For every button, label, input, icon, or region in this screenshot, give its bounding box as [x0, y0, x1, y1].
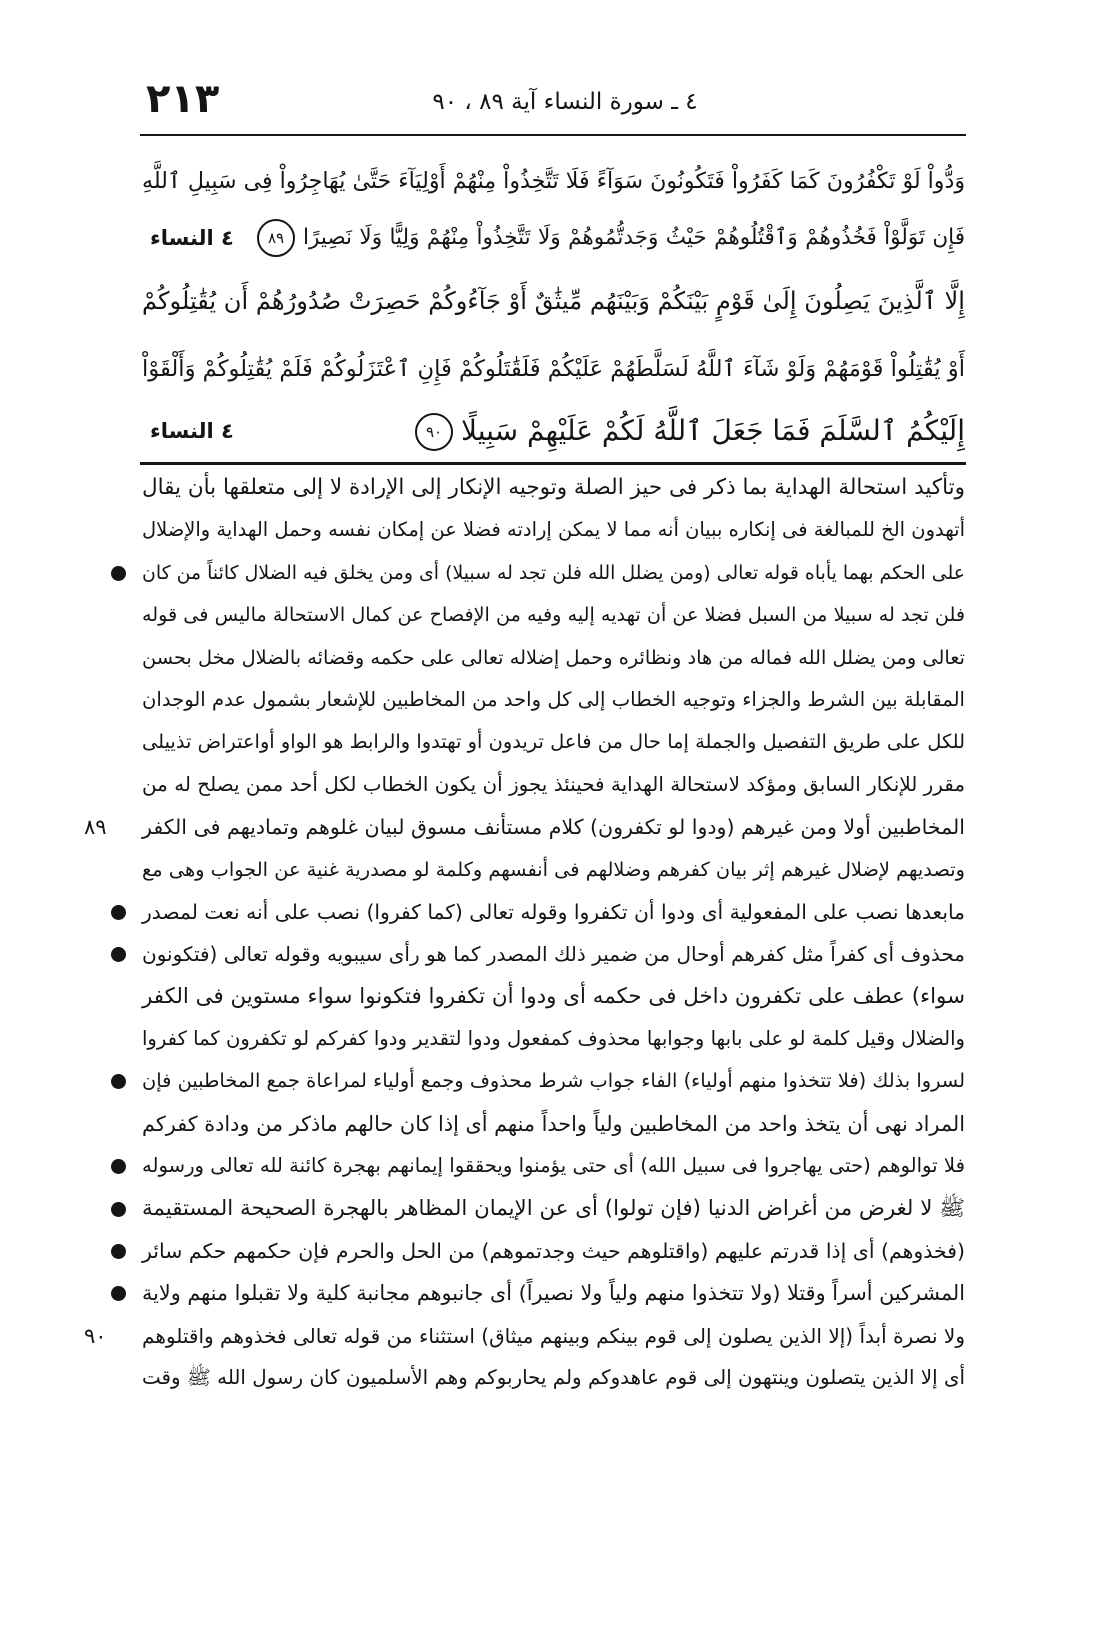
commentary-line-inner: [142, 858, 965, 881]
commentary-text: أتهدون الخ للمبالغة فى إنكاره ببيان أنه مما لا يمكن إرادته فضلا عن إمكان نفسه وحمل الهداية والإضلال: [142, 518, 965, 542]
quran-line-1: [140, 150, 965, 212]
commentary-line: [140, 933, 965, 975]
commentary-line-inner: [142, 773, 965, 796]
commentary-line-inner: [142, 646, 965, 669]
commentary-text: المقابلة بين الشرط والجزاء وتوجيه الخطاب إلى كل واحد من المخاطبين للإشعار بشمول عدم الوجدان: [142, 687, 965, 711]
bullet-marker: [111, 905, 126, 920]
commentary-line: [140, 594, 965, 636]
commentary-line-inner: [142, 688, 965, 711]
commentary-text: فلن تجد له سبيلا من السبل فضلا عن أن تهديه إليه وفيه من الإفصاح عن كمال الاستحالة ماليس فى قوله: [142, 603, 965, 627]
commentary-row: [0, 594, 1120, 636]
commentary-line-inner: [142, 603, 965, 626]
quran-line-inner: [415, 414, 965, 447]
commentary-line: [140, 1145, 965, 1187]
commentary-line-inner: [142, 1154, 965, 1177]
commentary-line: [140, 1188, 965, 1230]
commentary-row: [0, 806, 1120, 848]
quran-line-5: [255, 400, 965, 462]
commentary-text: مقرر للإنكار السابق ومؤكد لاستحالة الهداية فحينئذ يجوز أن يكون الخطاب لكل أحد ممن يصلح له من: [142, 772, 965, 796]
commentary-line-inner: [142, 984, 965, 1009]
commentary-row: [0, 1060, 1120, 1102]
commentary-line: [140, 467, 965, 509]
commentary-line: [140, 891, 965, 933]
surah-reference-label: ٤ النساء: [150, 419, 234, 443]
commentary-row: [0, 679, 1120, 721]
quran-verse-text: أَوْ يُقَٰتِلُواْ قَوْمَهُمْ وَلَوْ شَآءَ ٱللَّهُ لَسَلَّطَهُمْ عَلَيْكُمْ فَلَقَٰتَلُوكُمْ فَإِنِ ٱعْتَزَلُوكُمْ فَلَمْ يُقَٰتِلُوكُمْ وَأَلْقَوْاْ: [142, 356, 965, 382]
commentary-text: محذوف أى كفراً مثل كفرهم أوحال من ضمير ذلك المصدر كما هو رأى سيبويه وقوله تعالى (فتكونون: [142, 942, 965, 967]
commentary-text: وتأكيد استحالة الهداية بما ذكر فى حيز الصلة وتوجيه الإنكار إلى الإرادة لا إلى متعلقها بأن يقال: [142, 475, 965, 500]
commentary-text: فلا توالوهم (حتى يهاجروا فى سبيل الله) أى حتى يؤمنوا ويحققوا إيمانهم بهجرة كائنة لله تعالى ورسوله: [142, 1154, 965, 1178]
commentary-text: ﷺ لا لغرض من أغراض الدنيا (فإن تولوا) أى عن الإيمان المظاهر بالهجرة الصحيحة المستقيمة: [142, 1195, 965, 1221]
commentary-text: أى إلا الذين يتصلون وينتهون إلى قوم عاهدوكم ولم يحاربوكم وهم الأسلميون كان رسول الله ﷺ وقت: [142, 1366, 965, 1390]
commentary-line-inner: [142, 562, 965, 584]
quran-line-inner: [142, 356, 965, 382]
running-title: ٤ ـ سورة النساء آية ٨٩ ، ٩٠: [432, 89, 698, 115]
commentary-row: [0, 509, 1120, 551]
commentary-text: للكل على طريق التفصيل والجملة إما حال من فاعل تريدون أو تهتدوا والرابط هو الواو أواعتراض تذييلى: [142, 730, 965, 754]
commentary-line-inner: [142, 1324, 965, 1348]
commentary-line: [140, 1103, 965, 1145]
commentary-line-inner: [142, 1112, 965, 1136]
commentary-row: [0, 1103, 1120, 1145]
commentary-row: [0, 764, 1120, 806]
commentary-line: [140, 509, 965, 551]
commentary-line: [140, 552, 965, 594]
bullet-marker: [111, 1202, 126, 1217]
commentary-line: [140, 1230, 965, 1272]
commentary-line-inner: [142, 1069, 965, 1092]
quran-line-3: [140, 270, 965, 332]
commentary-line: [140, 849, 965, 891]
quran-verse-text: إِلَيْكُمُ ٱلسَّلَمَ فَمَا جَعَلَ ٱللَّهُ لَكُمْ عَلَيْهِمْ سَبِيلًا: [461, 414, 965, 447]
commentary-row: [0, 1018, 1120, 1060]
commentary-row: [0, 1230, 1120, 1272]
quran-verse-text: وَدُّواْ لَوْ تَكْفُرُونَ كَمَا كَفَرُواْ فَتَكُونُونَ سَوَآءً فَلَا تَتَّخِذُواْ مِنْهُمْ أَوْلِيَآءَ حَتَّىٰ يُهَاجِرُواْ فِى سَبِيلِ ٱللَّهِ: [142, 168, 965, 194]
margin-verse-number: ٨٩: [84, 815, 107, 840]
commentary-row: [0, 1315, 1120, 1357]
commentary-line-inner: [142, 730, 965, 753]
quran-verse-text: فَإِن تَوَلَّوْاْ فَخُذُوهُمْ وَٱقْتُلُوهُمْ حَيْثُ وَجَدتُّمُوهُمْ وَلَا تَتَّخِذُواْ مِنْهُمْ وَلِيًّا وَلَا نَصِيرًا: [303, 225, 965, 250]
commentary-text: والضلال وقيل كلمة لو على بابها وجوابها محذوف كمفعول ودوا لتقدير ودوا كفركم لو تكفرون كما كفروا: [142, 1027, 965, 1051]
commentary-row: [0, 467, 1120, 509]
commentary-row: [0, 552, 1120, 594]
commentary-row: [0, 1145, 1120, 1187]
commentary-line-inner: [142, 518, 965, 541]
quran-line-inner: [142, 287, 965, 315]
section-divider: [140, 462, 966, 465]
commentary-text: مابعدها نصب على المفعولية أى ودوا أن تكفروا وقوله تعالى (كما كفروا) نصب على أنه نعت لمصدر: [142, 899, 965, 924]
quran-line-inner: [257, 225, 965, 250]
commentary-row: [0, 933, 1120, 975]
bullet-marker: [111, 1286, 126, 1301]
commentary-row: [0, 637, 1120, 679]
commentary-line-inner: [142, 815, 965, 839]
commentary-line: [140, 1357, 965, 1399]
bullet-marker: [111, 1244, 126, 1259]
commentary-text: ولا نصرة أبداً (إلا الذين يصلون إلى قوم بينكم وبينهم ميثاق) استثناء من قوله تعالى فخذوهم واقتلوهم: [142, 1323, 965, 1348]
commentary-line-inner: [142, 942, 965, 966]
quran-line-4: [140, 338, 965, 400]
commentary-line-inner: [142, 1366, 965, 1389]
bullet-marker: [111, 1159, 126, 1174]
commentary-line: [140, 1060, 965, 1102]
commentary-line: [140, 764, 965, 806]
commentary-row: [0, 721, 1120, 763]
commentary-line-inner: [142, 475, 965, 500]
commentary-text: سواء) عطف على تكفرون داخل فى حكمه أى ودوا أن تكفروا فتكونوا سواء مستوين فى الكفر: [142, 983, 965, 1009]
surah-reference-label: ٤ النساء: [150, 226, 234, 250]
commentary-text: تعالى ومن يضلل الله فماله من هاد ونظائره وحمل إضلاله تعالى على حكمه وقضائه بالضلال مخل بحسن: [142, 645, 965, 669]
commentary-text: (فخذوهم) أى إذا قدرتم عليهم (واقتلوهم حيث وجدتموهم) من الحل والحرم فإن حكمهم حكم سائر: [142, 1239, 965, 1264]
commentary-line: [140, 1315, 965, 1357]
commentary-row: [0, 849, 1120, 891]
commentary-line-inner: [142, 1281, 965, 1305]
commentary-text: على الحكم بهما يأباه قوله تعالى (ومن يضلل الله فلن تجد له سبيلا) أى ومن يخلق فيه الضلال كائناً من كان: [142, 561, 965, 584]
header-rule: [140, 134, 966, 136]
commentary-text: المشركين أسراً وقتلا (ولا تتخذوا منهم ولياً ولا نصيراً) أى جانبوهم مجانبة كلية ولا تقبلوا منهم ولاية: [142, 1281, 965, 1306]
quran-verse-text: إِلَّا ٱلَّذِينَ يَصِلُونَ إِلَىٰ قَوْمٍ بَيْنَكُمْ وَبَيْنَهُم مِّيثَٰقٌ أَوْ جَآءُوكُمْ حَصِرَتْ صُدُورُهُمْ أَن يُقَٰتِلُوكُمْ: [142, 287, 965, 315]
commentary-line-inner: [142, 900, 965, 924]
commentary-line: [140, 806, 965, 848]
quran-line-2: [255, 207, 965, 269]
commentary-row: [0, 1272, 1120, 1314]
commentary-line: [140, 1272, 965, 1314]
verse-end-marker: ٩٠: [415, 413, 453, 451]
commentary-line: [140, 976, 965, 1018]
commentary-line: [140, 1018, 965, 1060]
commentary-line: [140, 721, 965, 763]
commentary-line-inner: [142, 1196, 965, 1221]
commentary-line: [140, 637, 965, 679]
commentary-text: المراد نهى أن يتخذ واحد من المخاطبين ولياً واحداً منهم أى إذا كان حالهم ماذكر من ودادة كفركم: [142, 1111, 965, 1136]
quran-line-inner: [142, 168, 965, 194]
margin-verse-number: ٩٠: [84, 1323, 107, 1348]
commentary-text: لسروا بذلك (فلا تتخذوا منهم أولياء) الفاء جواب شرط محذوف وجمع أولياء لمراعاة جمع المخاطبين فإن: [142, 1069, 965, 1093]
commentary-text: المخاطبين أولا ومن غيرهم (ودوا لو تكفرون) كلام مستأنف مسوق لبيان غلوهم وتماديهم فى الكفر: [142, 815, 965, 840]
commentary-row: [0, 1357, 1120, 1399]
commentary-block: [0, 467, 1120, 1400]
commentary-line: [140, 679, 965, 721]
bullet-marker: [111, 947, 126, 962]
page-number: ٢١٣: [146, 76, 220, 122]
commentary-line-inner: [142, 1239, 965, 1263]
commentary-line-inner: [142, 1027, 965, 1050]
verse-end-marker: ٨٩: [257, 219, 295, 257]
bullet-marker: [111, 1074, 126, 1089]
bullet-marker: [111, 566, 126, 581]
commentary-text: وتصديهم لإضلال غيرهم إثر بيان كفرهم وضلالهم فى أنفسهم وكلمة لو مصدرية غنية عن الجواب وهى مع: [142, 857, 965, 881]
commentary-row: [0, 891, 1120, 933]
commentary-row: [0, 1188, 1120, 1230]
commentary-row: [0, 976, 1120, 1018]
